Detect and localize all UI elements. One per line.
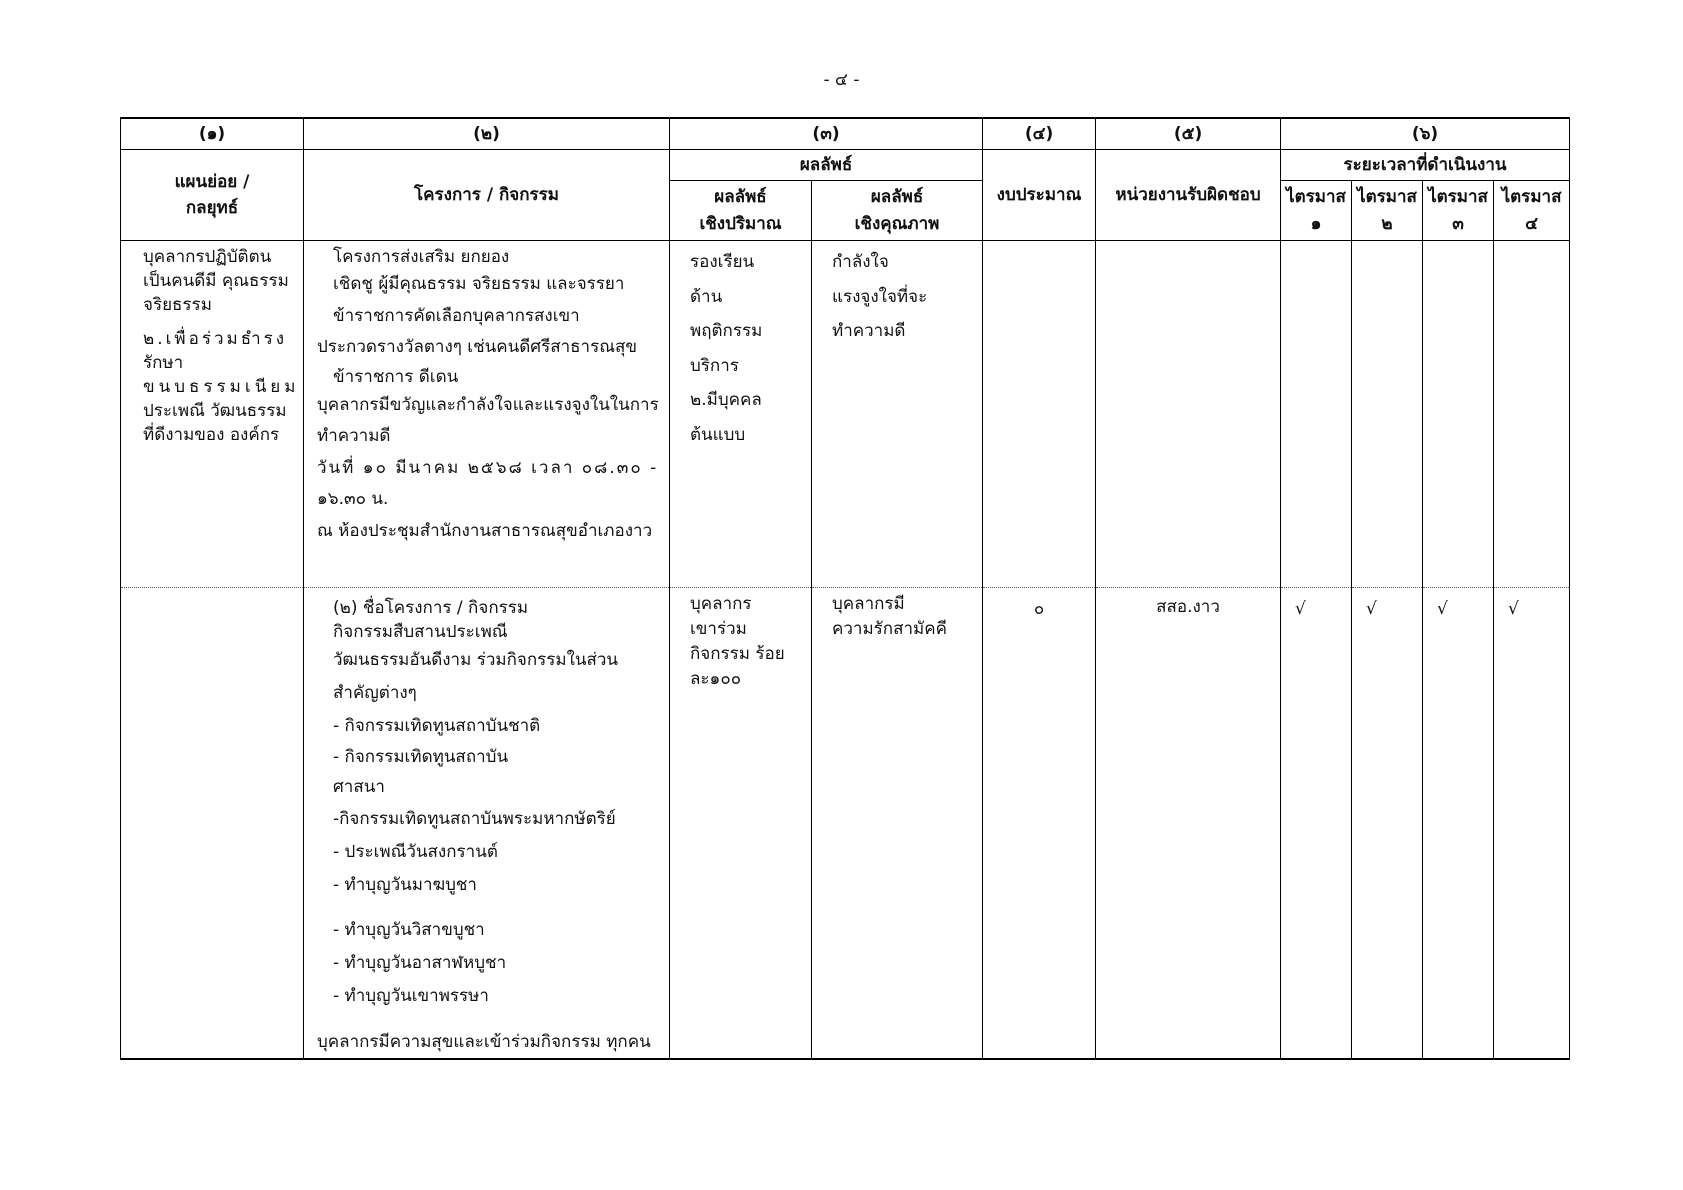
quarter-1-cell xyxy=(1281,588,1352,1060)
project-line: ศาสนา xyxy=(333,777,385,797)
strategy-line: ๒.เพื่อร่วมธำรง xyxy=(143,329,288,349)
strategy-header xyxy=(121,150,304,241)
quality-cell xyxy=(812,241,983,588)
outcome-quality-line: ผลลัพธ์ xyxy=(870,187,924,208)
col-number-1: (๑) xyxy=(121,118,304,150)
quarter-2-cell xyxy=(1352,588,1423,1060)
project-line: ๑๖.๓๐ น. xyxy=(317,489,389,509)
quarter-number: ๔ xyxy=(1525,213,1538,234)
quarter-2-header xyxy=(1352,181,1423,241)
col-number-4: (๔) xyxy=(983,118,1096,150)
unit-header: หน่วยงานรับผิดชอบ xyxy=(1096,150,1281,241)
quality-line: ทำความดี xyxy=(832,321,906,341)
outcome-quality-line: เชิงคุณภาพ xyxy=(854,213,940,234)
outcome-quality-header xyxy=(812,181,983,241)
budget-header: งบประมาณ xyxy=(983,150,1096,241)
col-number-6: (๖) xyxy=(1281,118,1570,150)
quarter-3-cell xyxy=(1423,588,1494,1060)
project-line: ณ ห้องประชุมสำนักงานสาธารณสุขอำเภองาว xyxy=(317,520,653,541)
quarter-number: ๒ xyxy=(1381,213,1393,234)
quantity-line: พฤติกรรม xyxy=(690,321,763,341)
project-line: สำคัญต่างๆ xyxy=(333,683,417,703)
project-line: เชิดชู ผู้มีคุณธรรม จริยธรรม และจรรยา xyxy=(333,274,625,294)
page-number: - ๔ - xyxy=(823,70,860,90)
budget-cell xyxy=(983,588,1096,1060)
strategy-line: เป็นคนดีมี คุณธรรม xyxy=(143,271,289,291)
quarter-2-cell xyxy=(1352,241,1423,588)
quality-line: แรงจูงใจที่จะ xyxy=(832,286,928,307)
quarter-1-header xyxy=(1281,181,1352,241)
project-line: บุคลากรมีขวัญและกำลังใจและแรงจูงในในการ xyxy=(317,394,659,415)
quantity-line: กิจกรรม ร้อย xyxy=(690,644,785,664)
quantity-line: บริการ xyxy=(690,355,739,376)
quality-cell xyxy=(812,588,983,1060)
check-mark-icon: √ xyxy=(1366,599,1377,619)
quarter-1-cell xyxy=(1281,241,1352,588)
strategy-header-line: กลยุทธ์ xyxy=(185,198,239,218)
quarter-4-header xyxy=(1494,181,1570,241)
column-number-row xyxy=(121,118,1570,150)
strategy-line: จริยธรรม xyxy=(143,295,212,315)
col-number-5: (๕) xyxy=(1096,118,1281,150)
project-line: วันที่ ๑๐ มีนาคม ๒๕๖๘ เวลา ๐๘.๓๐ - xyxy=(317,457,659,478)
quantity-line: ต้นแบบ xyxy=(690,424,746,445)
project-line: -กิจกรรมเทิดทูนสถาบันพระมหากษัตริย์ xyxy=(333,809,616,829)
check-mark-icon: √ xyxy=(1508,599,1519,619)
strategy-line: ที่ดีงามของ องค์กร xyxy=(143,425,280,445)
project-header: โครงการ / กิจกรรม xyxy=(304,150,670,241)
strategy-cell xyxy=(121,588,304,1060)
quantity-line: เขาร่วม xyxy=(690,619,747,639)
outcome-header: ผลลัพธ์ xyxy=(670,150,983,181)
outcome-quantity-line: เชิงปริมาณ xyxy=(699,213,782,234)
project-line: - ทำบุญวันวิสาขบูชา xyxy=(333,920,485,940)
project-line: ข้าราชการคัดเลือกบุคลากรสงเขา xyxy=(333,305,580,326)
table-row xyxy=(121,241,1570,588)
quantity-line: ด้าน xyxy=(690,286,723,307)
project-line: - ทำบุญวันอาสาฬหบูชา xyxy=(333,953,507,973)
quantity-line: ละ๑๐๐ xyxy=(690,669,742,689)
table-row xyxy=(121,588,1570,1060)
project-cell xyxy=(304,588,670,1060)
quantity-line: ๒.มีบุคคล xyxy=(690,390,762,410)
quantity-cell xyxy=(670,241,812,588)
unit-value: สสอ.งาว xyxy=(1156,597,1220,617)
strategy-line: ประเพณี วัฒนธรรม xyxy=(143,401,287,421)
plan-table xyxy=(120,117,1570,1060)
unit-cell xyxy=(1096,241,1281,588)
quality-line: กำลังใจ xyxy=(832,252,889,272)
col-number-2: (๒) xyxy=(304,118,670,150)
project-line: วัฒนธรรมอันดีงาม ร่วมกิจกรรมในส่วน xyxy=(333,650,619,670)
project-line: - ประเพณีวันสงกรานต์ xyxy=(333,842,498,862)
quarter-4-cell xyxy=(1494,241,1570,588)
project-line: - กิจกรรมเทิดทูนสถาบัน xyxy=(333,747,509,767)
project-line: ข้าราชการ ดีเดน xyxy=(333,366,459,387)
timeframe-header: ระยะเวลาที่ดำเนินงาน xyxy=(1281,150,1570,181)
col-number-3: (๓) xyxy=(670,118,983,150)
unit-cell xyxy=(1096,588,1281,1060)
quarter-4-cell xyxy=(1494,588,1570,1060)
check-mark-icon: √ xyxy=(1295,599,1306,619)
project-line: - ทำบุญวันมาฆบูชา xyxy=(333,875,477,895)
quarter-label: ไตรมาส xyxy=(1501,187,1562,208)
quarter-label: ไตรมาส xyxy=(1428,187,1488,208)
strategy-cell xyxy=(121,241,304,588)
quarter-number: ๑ xyxy=(1310,213,1322,234)
project-heading: (๒) ชื่อโครงการ / กิจกรรม xyxy=(333,598,529,618)
quantity-cell xyxy=(670,588,812,1060)
project-line: ประกวดรางวัลตางๆ เช่นคนดีศรีสาธารณสุข xyxy=(317,337,637,357)
quarter-3-cell xyxy=(1423,241,1494,588)
project-line: โครงการส่งเสริม ยกยอง xyxy=(333,247,510,267)
outcome-quantity-line: ผลลัพธ์ xyxy=(714,187,767,208)
project-line: ทำความดี xyxy=(317,426,391,446)
project-line: - ทำบุญวันเขาพรรษา xyxy=(333,986,489,1006)
strategy-line: ขนบธรรมเนียม xyxy=(143,377,300,397)
outcome-quantity-header xyxy=(670,181,812,241)
strategy-line: บุคลากรปฏิบัติตน xyxy=(143,247,272,267)
project-cell xyxy=(304,241,670,588)
budget-cell xyxy=(983,241,1096,588)
project-line: - กิจกรรมเทิดทูนสถาบันชาติ xyxy=(333,716,541,736)
project-heading: กิจกรรมสืบสานประเพณี xyxy=(333,622,508,642)
quality-line: ความรักสามัคคี xyxy=(832,619,947,639)
quality-line: บุคลากรมี xyxy=(832,594,905,614)
quantity-line: รองเรียน xyxy=(690,252,755,272)
strategy-line: รักษา xyxy=(143,353,184,373)
quarter-3-header xyxy=(1423,181,1494,241)
header-row xyxy=(121,150,1570,181)
project-line: บุคลากรมีความสุขและเข้าร่วมกิจกรรม ทุกคน xyxy=(317,1032,651,1052)
quarter-label: ไตรมาส xyxy=(1357,187,1417,208)
check-mark-icon: √ xyxy=(1437,599,1448,619)
quarter-number: ๓ xyxy=(1452,213,1464,234)
quarter-label: ไตรมาส xyxy=(1286,187,1346,208)
strategy-header-line: แผนย่อย / xyxy=(174,171,250,192)
budget-value: ๐ xyxy=(1033,599,1045,619)
quantity-line: บุคลากร xyxy=(690,594,752,614)
